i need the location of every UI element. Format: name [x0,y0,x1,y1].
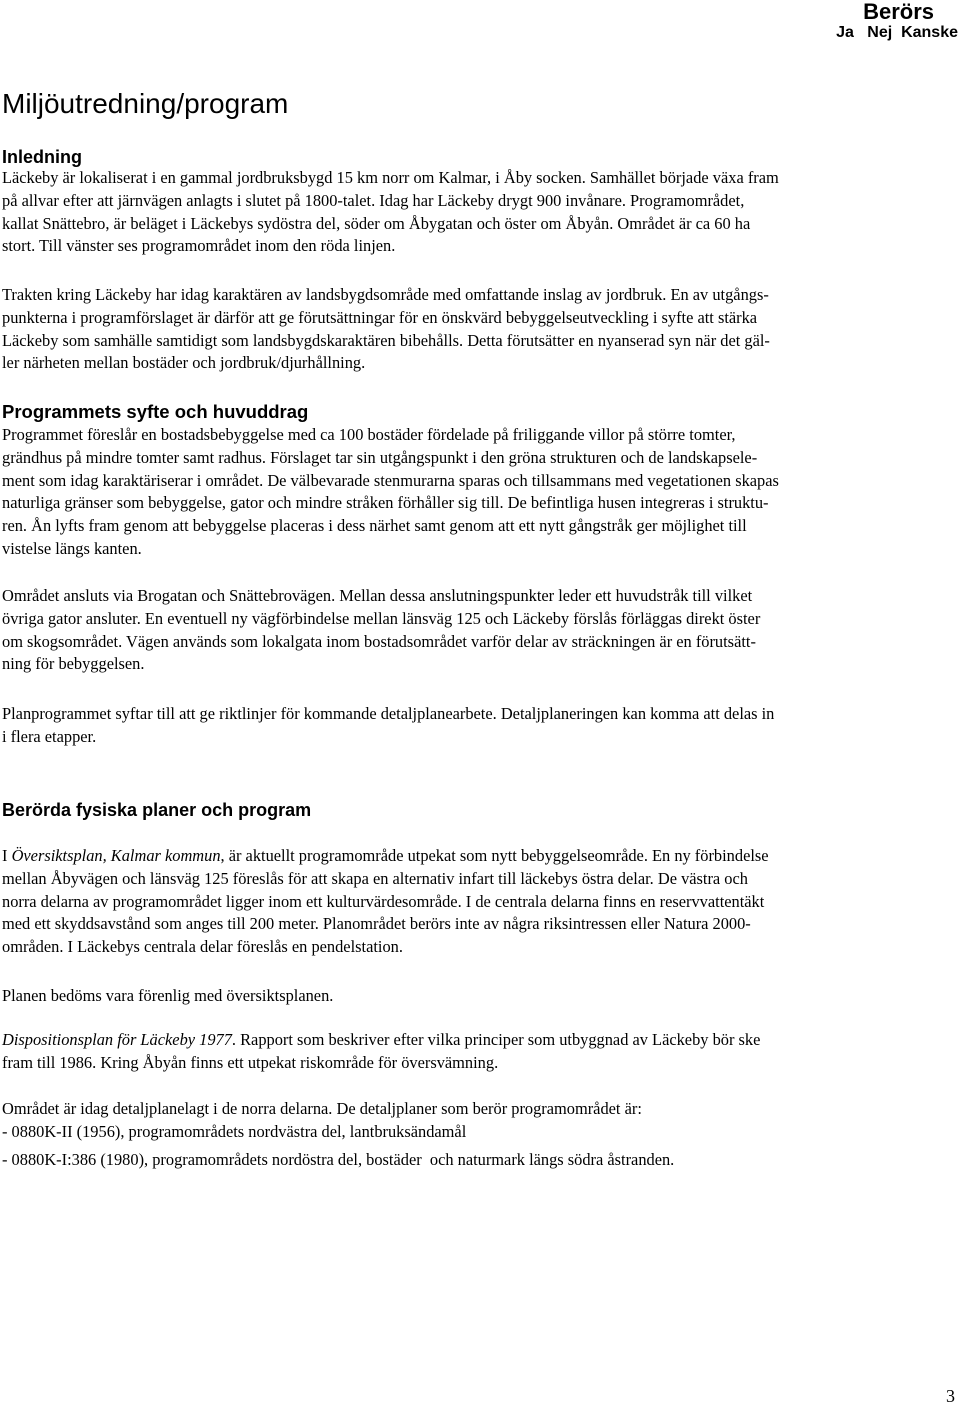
text-line: grändhus på mindre tomter samt radhus. Förslaget tar sin utgångspunkt i den gröna strukturen och de landskapsele- [2,447,758,467]
text-line: punkterna i programförslaget är därför att ge förutsättningar för en önskvärd bebyggelseutveckling i syfte att stärka [2,307,758,327]
text-line: om skogsområdet. Vägen används som lokalgata inom bostadsområdet varför delar av sträckningen är en förutsätt- [2,631,756,651]
paragraph-syfte-3 [2,703,958,749]
text-line: mellan Åbyvägen och länsväg 125 föreslås för att skapa en alternativ infart till läckebys östra delar. De västra och [2,868,748,888]
text-line: kallat Snättebro, är beläget i Läckebys sydöstra del, söder om Åbygatan och öster om Åbyån. Området är ca 60 ha [2,213,751,233]
paragraph-syfte-2 [2,585,958,676]
text-line: med ett skyddsavstånd som anges till 200 meter. Planområdet berörs inte av några riksintressen eller Natura 2000- [2,914,751,934]
text-line: fram till 1986. Kring Åbyån finns ett utpekat riskområde för översvämning. [2,1052,499,1072]
text-line [2,845,958,868]
list-item: - 0880K-I:386 (1980), programområdets nordöstra del, bostäder och naturmark längs södra åstranden. [2,1149,675,1169]
header-answer-columns: Ja Nej Kanske [836,24,958,41]
text-line: stort. Till vänster ses programområdet inom den röda linjen. [2,236,396,256]
paragraph-planer-3 [2,1029,958,1075]
page-number: 3 [946,1386,955,1406]
page-title: Miljöutredning/program [2,88,289,119]
text-line: norra delarna av programområdet ligger inom ett kulturvärdesområde. I de centrala delarna finns en reservvattentäkt [2,891,765,911]
text-line [2,1029,958,1052]
header-beror-title: Berörs [863,0,934,24]
paragraph-inledning-2 [2,284,958,375]
text-line: Programmet föreslår en bostadsbebyggelse med ca 100 bostäder fördelade på friliggande villor på större tomter, [2,425,736,444]
text-rest: . Rapport som beskriver efter vilka principer som utbyggnad av Läckeby bör ske [231,1030,761,1049]
text-line: ler närheten mellan bostäder och jordbruk/djurhållning. [2,353,366,373]
document-title-oversiktsplan: Översiktsplan, Kalmar kommun [11,846,221,865]
text-line: Området är idag detaljplanelagt i de norra delarna. De detaljplaner som berör programområdet är: [2,1099,642,1118]
text-line: vistelse längs kanten. [2,538,142,558]
text-line: Läckeby är lokaliserat i en gammal jordbruksbygd 15 km norr om Kalmar, i Åby socken. Samhället började växa fram [2,168,779,187]
paragraph-planer-1 [2,845,958,959]
text-line: ning för bebyggelsen. [2,654,145,674]
text-line: i flera etapper. [2,726,97,746]
paragraph-syfte-1 [2,424,958,561]
text-line: naturliga gränser som bebyggelse, gator och mindre stråken förhåller sig till. De befintliga husen integreras i struktu- [2,493,769,513]
text-line: ment som idag karaktäriserar i området. De välbevarade stenmurarna sparas och tillsammans med vegetationen skapas [2,470,779,490]
paragraph-inledning-1 [2,167,958,258]
text-line: Planprogrammet syftar till att ge riktlinjer för kommande detaljplanearbete. Detaljplaneringen kan komma att delas in [2,704,775,723]
section-heading-syfte: Programmets syfte och huvuddrag [2,401,309,422]
text-line: områden. I Läckebys centrala delar föreslås en pendelstation. [2,937,403,957]
text-rest: , är aktuellt programområde utpekat som nytt bebyggelseområde. En ny förbindelse [220,846,769,865]
paragraph-planer-4 [2,1098,958,1171]
text-line: Trakten kring Läckeby har idag karaktären av landsbygdsområde med omfattande inslag av jordbruk. En av utgångs- [2,285,769,304]
document-title-dispositionsplan: Dispositionsplan för Läckeby 1977 [2,1030,232,1049]
text-line: på allvar efter att järnvägen anlagts i slutet på 1800-talet. Idag har Läckeby drygt 900 invånare. Programområdet, [2,190,745,210]
section-heading-planer: Berörda fysiska planer och program [2,800,312,820]
text-line: Området ansluts via Brogatan och Snättebrovägen. Mellan dessa anslutningspunkter leder ett huvudstråk till vilket [2,586,753,605]
text-prefix: I [2,846,12,865]
list-item: - 0880K-II (1956), programområdets nordvästra del, lantbruksändamål [2,1121,467,1141]
text-line: ren. Ån lyfts fram genom att bebyggelse placeras i dess närhet samt genom att ett nytt gångstråk ger möjlighet till [2,516,747,536]
text-line: Planen bedöms vara förenlig med översiktsplanen. [2,986,334,1005]
text-line: Läckeby som samhälle samtidigt som landsbygdskaraktären bibehålls. Detta förutsätter en nyanserad syn när det gäl- [2,330,770,350]
text-line: övriga gator ansluter. En eventuell ny vägförbindelse mellan länsväg 125 och Läckeby förslås förläggas direkt öster [2,608,761,628]
paragraph-planer-2 [2,985,958,1008]
section-heading-inledning: Inledning [2,147,82,167]
